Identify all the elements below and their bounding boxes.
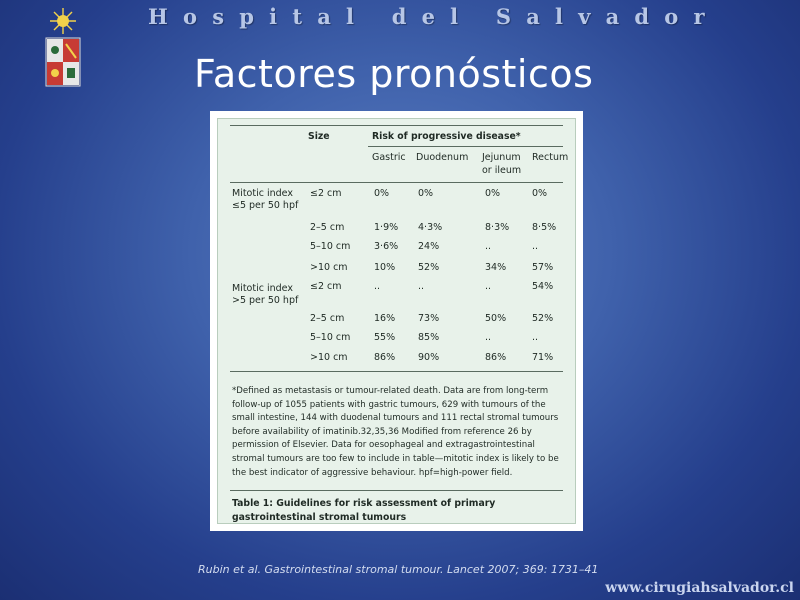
cell-duodenum: 24% bbox=[418, 241, 440, 252]
cell-jejunum: .. bbox=[485, 332, 492, 343]
cell-duodenum: .. bbox=[418, 281, 425, 292]
cell-gastric: .. bbox=[374, 281, 381, 292]
cell-duodenum: 90% bbox=[418, 352, 440, 363]
table-footnote: *Defined as metastasis or tumour-related death. Data are from long-term follow-up of 1055 patients with gastric tumours, 629 with tumours of the small intestine, 144 with duodenal tumours and 111 rectal stromal tumours before availability of imatinib.32,35,36 Modified from reference 26 by permission of Elsevier. Data for oesophageal and extragastrointestinal stromal tumours are too few to include in table—mitotic index is likely to be the best indicator of aggressive behaviour. hpf=high-power field. bbox=[232, 386, 559, 478]
risk-table bbox=[217, 118, 576, 524]
citation: Rubin et al. Gastrointestinal stromal tumour. Lancet 2007; 369: 1731–41 bbox=[198, 563, 599, 576]
cell-rectum: 52% bbox=[532, 313, 554, 324]
table-caption: Table 1: Guidelines for risk assessment of primary gastrointestinal stromal tumours bbox=[232, 498, 496, 523]
cell-rectum: 8·5% bbox=[532, 222, 557, 233]
cell-duodenum: 73% bbox=[418, 313, 440, 324]
cell-jejunum: .. bbox=[485, 241, 492, 252]
group1-label-line2: ≤5 per 50 hpf bbox=[232, 200, 299, 211]
cell-jejunum: 34% bbox=[485, 262, 507, 273]
cell-duodenum: 4·3% bbox=[418, 222, 443, 233]
cell-rectum: 57% bbox=[532, 262, 554, 273]
group2-label-line2: >5 per 50 hpf bbox=[232, 295, 299, 306]
table-top-rule bbox=[230, 125, 563, 126]
header-size: Size bbox=[308, 131, 330, 142]
header-jejunum-line2: or ileum bbox=[482, 165, 522, 176]
cell-gastric: 1·9% bbox=[374, 222, 399, 233]
cell-rectum: .. bbox=[532, 241, 539, 252]
header-risk: Risk of progressive disease* bbox=[372, 131, 521, 142]
cell-size: 5–10 cm bbox=[310, 241, 351, 252]
cell-gastric: 3·6% bbox=[374, 241, 399, 252]
cell-rectum: .. bbox=[532, 332, 539, 343]
header-sub-rule bbox=[368, 146, 563, 147]
cell-duodenum: 85% bbox=[418, 332, 440, 343]
cell-size: 2–5 cm bbox=[310, 313, 345, 324]
slide-title: Factores pronósticos bbox=[194, 52, 594, 96]
cell-size: ≤2 cm bbox=[310, 188, 342, 199]
cell-jejunum: .. bbox=[485, 281, 492, 292]
cell-gastric: 16% bbox=[374, 313, 396, 324]
cell-size: >10 cm bbox=[310, 352, 348, 363]
header-rectum: Rectum bbox=[532, 152, 569, 163]
star-emblem-icon bbox=[50, 8, 76, 34]
cell-gastric: 55% bbox=[374, 332, 396, 343]
table-body-bottom-rule bbox=[230, 371, 563, 372]
cell-rectum: 0% bbox=[532, 188, 548, 199]
cell-jejunum: 50% bbox=[485, 313, 507, 324]
cell-jejunum: 8·3% bbox=[485, 222, 510, 233]
cell-rectum: 71% bbox=[532, 352, 554, 363]
website-url: www.cirugiahsalvador.cl bbox=[605, 580, 794, 596]
cell-size: >10 cm bbox=[310, 262, 348, 273]
cell-size: ≤2 cm bbox=[310, 281, 342, 292]
cell-duodenum: 52% bbox=[418, 262, 440, 273]
cell-duodenum: 0% bbox=[418, 188, 434, 199]
cell-gastric: 0% bbox=[374, 188, 390, 199]
cell-size: 2–5 cm bbox=[310, 222, 345, 233]
cell-gastric: 86% bbox=[374, 352, 396, 363]
group1-label-line1: Mitotic index bbox=[232, 188, 293, 199]
cell-rectum: 54% bbox=[532, 281, 554, 292]
cell-jejunum: 0% bbox=[485, 188, 501, 199]
header-gastric: Gastric bbox=[372, 152, 406, 163]
cell-size: 5–10 cm bbox=[310, 332, 351, 343]
caption-top-rule bbox=[230, 490, 563, 491]
header-duodenum: Duodenum bbox=[416, 152, 469, 163]
group2-label-line1: Mitotic index bbox=[232, 283, 293, 294]
header-jejunum-line1: Jejunum bbox=[482, 152, 521, 163]
table-image-frame bbox=[210, 111, 583, 531]
cell-jejunum: 86% bbox=[485, 352, 507, 363]
cell-gastric: 10% bbox=[374, 262, 396, 273]
institution-header: Hospital del Salvador bbox=[148, 4, 720, 29]
header-bottom-rule bbox=[230, 182, 563, 183]
